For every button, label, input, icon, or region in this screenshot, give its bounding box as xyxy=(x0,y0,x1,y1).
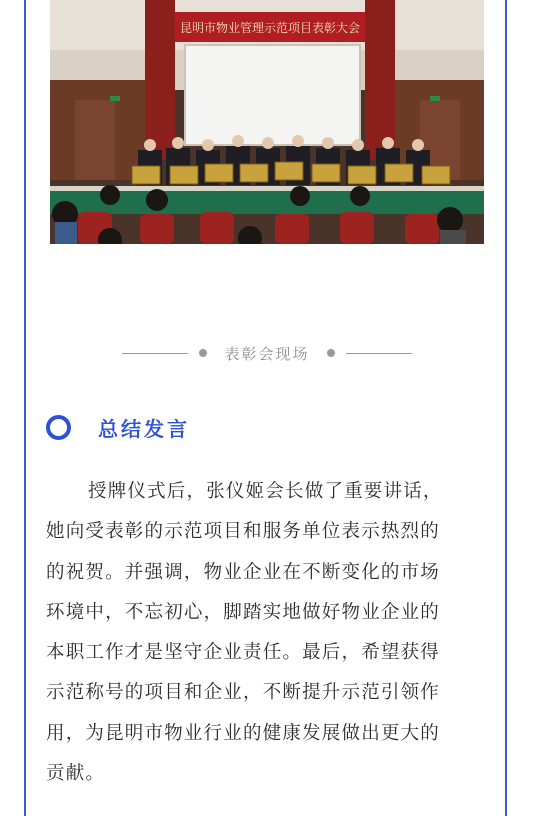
caption-left-line xyxy=(122,353,188,354)
body-line: 环境中，不忘初心，脚踏实地做好物业企业的 xyxy=(46,601,441,623)
caption-right-dot xyxy=(327,349,335,357)
photo-caption xyxy=(122,341,412,367)
caption-left-dot xyxy=(199,349,207,357)
body-line: 她向受表彰的示范项目和服务单位表示热烈的 xyxy=(46,521,441,543)
body-line: 贡献。 xyxy=(46,763,106,785)
body-line: 授牌仪式后，张仪姬会长做了重要讲话， xyxy=(88,481,443,502)
caption-text: 表彰会现场 xyxy=(224,345,310,363)
section-heading xyxy=(46,412,446,444)
banner-text: 昆明市物业管理示范项目表彰大会 xyxy=(179,21,361,35)
body-line: 的祝贺。并强调，物业企业在不断变化的市场 xyxy=(46,561,441,583)
event-photo xyxy=(50,0,484,244)
body-line: 用，为昆明市物业行业的健康发展做出更大的 xyxy=(46,722,441,744)
body-paragraph xyxy=(46,472,492,794)
body-line: 示范称号的项目和企业，不断提升示范引领作 xyxy=(46,682,441,704)
section-title: 总结发言 xyxy=(98,417,190,441)
circle-bullet-icon xyxy=(46,415,71,440)
body-line: 本职工作才是坚守企业责任。最后，希望获得 xyxy=(46,642,441,664)
caption-right-line xyxy=(346,353,412,354)
